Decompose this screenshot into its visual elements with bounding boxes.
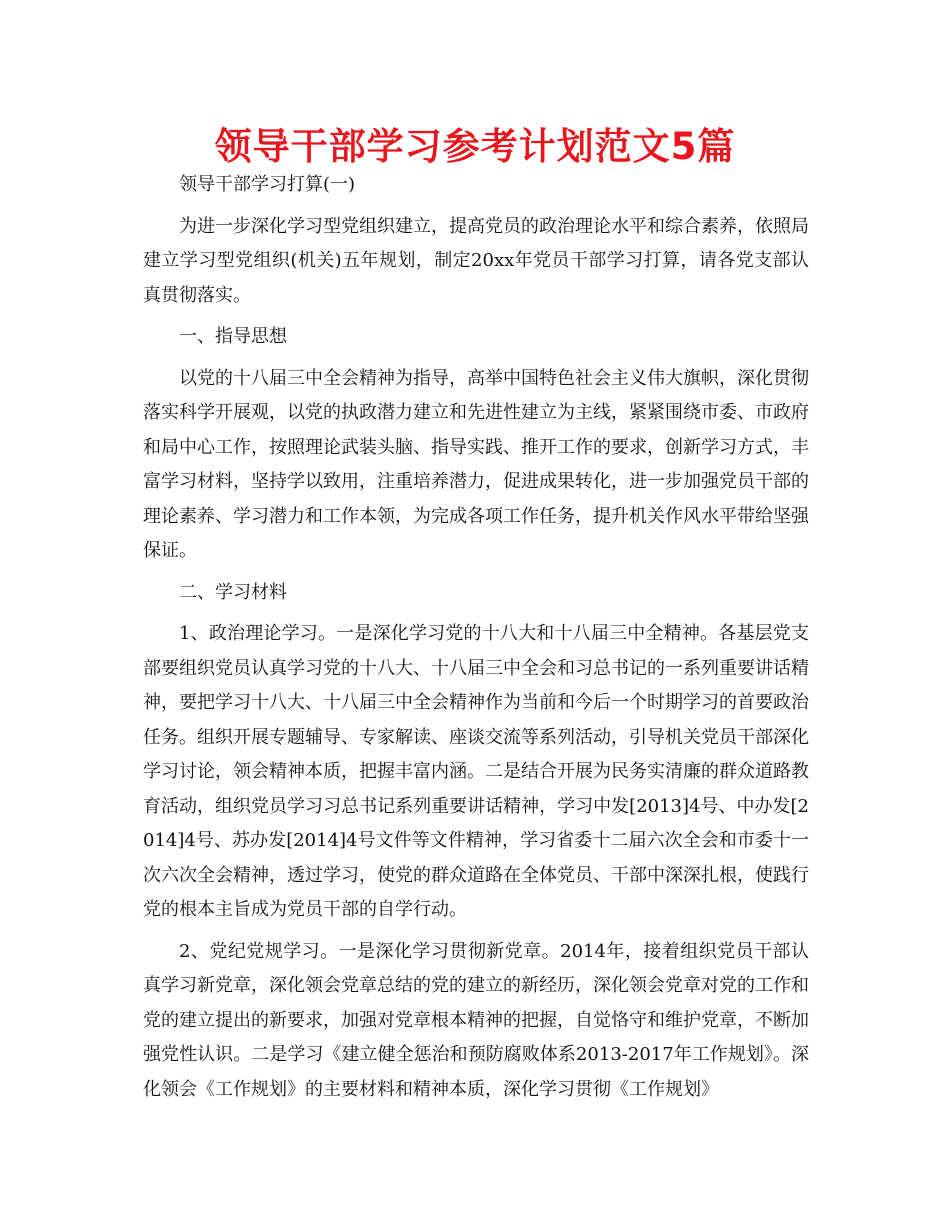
section-heading-study-materials: 二、学习材料 <box>179 581 287 603</box>
document-subtitle: 领导干部学习打算(一) <box>179 174 356 195</box>
paragraph-intro: 为进一步深化学习型党组织建立，提高党员的政治理论水平和综合素养，依照局建立学习型党组织(机关)五年规划，制定20xx年党员干部学习打算，请各党支部认真贯彻落实。 <box>143 215 809 306</box>
document-body <box>143 168 809 1114</box>
section-heading-guiding-thought: 一、指导思想 <box>179 326 287 347</box>
paragraph-guiding-thought: 以党的十八届三中全会精神为指导，高举中国特色社会主义伟大旗帜，深化贯彻落实科学开展观，以党的执政潜力建立和先进性建立为主线，紧紧围绕市委、市政府和局中心工作，按照理论武装头脑、指导实践、推开工作的要求，创新学习方式，丰富学习材料，坚持学以致用，注重培养潜力，促进成果转化，进一步加强党员干部的理论素养、学习潜力和工作本领，为完成各项工作任务，提升机关作风水平带给坚强保证。 <box>143 367 809 561</box>
paragraph-party-discipline: 2、党纪党规学习。一是深化学习贯彻新党章。2014年，接着组织党员干部认真学习新党章，深化领会党章总结的党的建立的新经历，深化领会党章对党的工作和党的建立提出的新要求，加强对党章根本精神的把握，自觉恪守和维护党章，不断加强党性认识。二是学习《建立健全惩治和预防腐败体系2013-2017年工作规划》。深化领会《工作规划》的主要材料和精神本质，深化学习贯彻《工作规划》 <box>143 940 809 1100</box>
document-title: 领导干部学习参考计划范文5篇 <box>214 125 736 168</box>
paragraph-political-theory: 1、政治理论学习。一是深化学习党的十八大和十八届三中全精神。各基层党支部要组织党员认真学习党的十八大、十八届三中全会和习总书记的一系列重要讲话精神，要把学习十八大、十八届三中全会精神作为当前和今后一个时期学习的首要政治任务。组织开展专题辅导、专家解读、座谈交流等系列活动，引导机关党员干部深化学习讨论，领会精神本质，把握丰富内涵。二是结合开展为民务实清廉的群众道路教育活动，组织党员学习习总书记系列重要讲话精神，学习中发[2013]4号、中办发[2014]4号、苏办发[2014]4号文件等文件精神，学习省委十二届六次全会和市委十一次六次全会精神，透过学习，使党的群众道路在全体党员、干部中深深扎根，使践行党的根本主旨成为党员干部的自学行动。 <box>143 623 809 920</box>
